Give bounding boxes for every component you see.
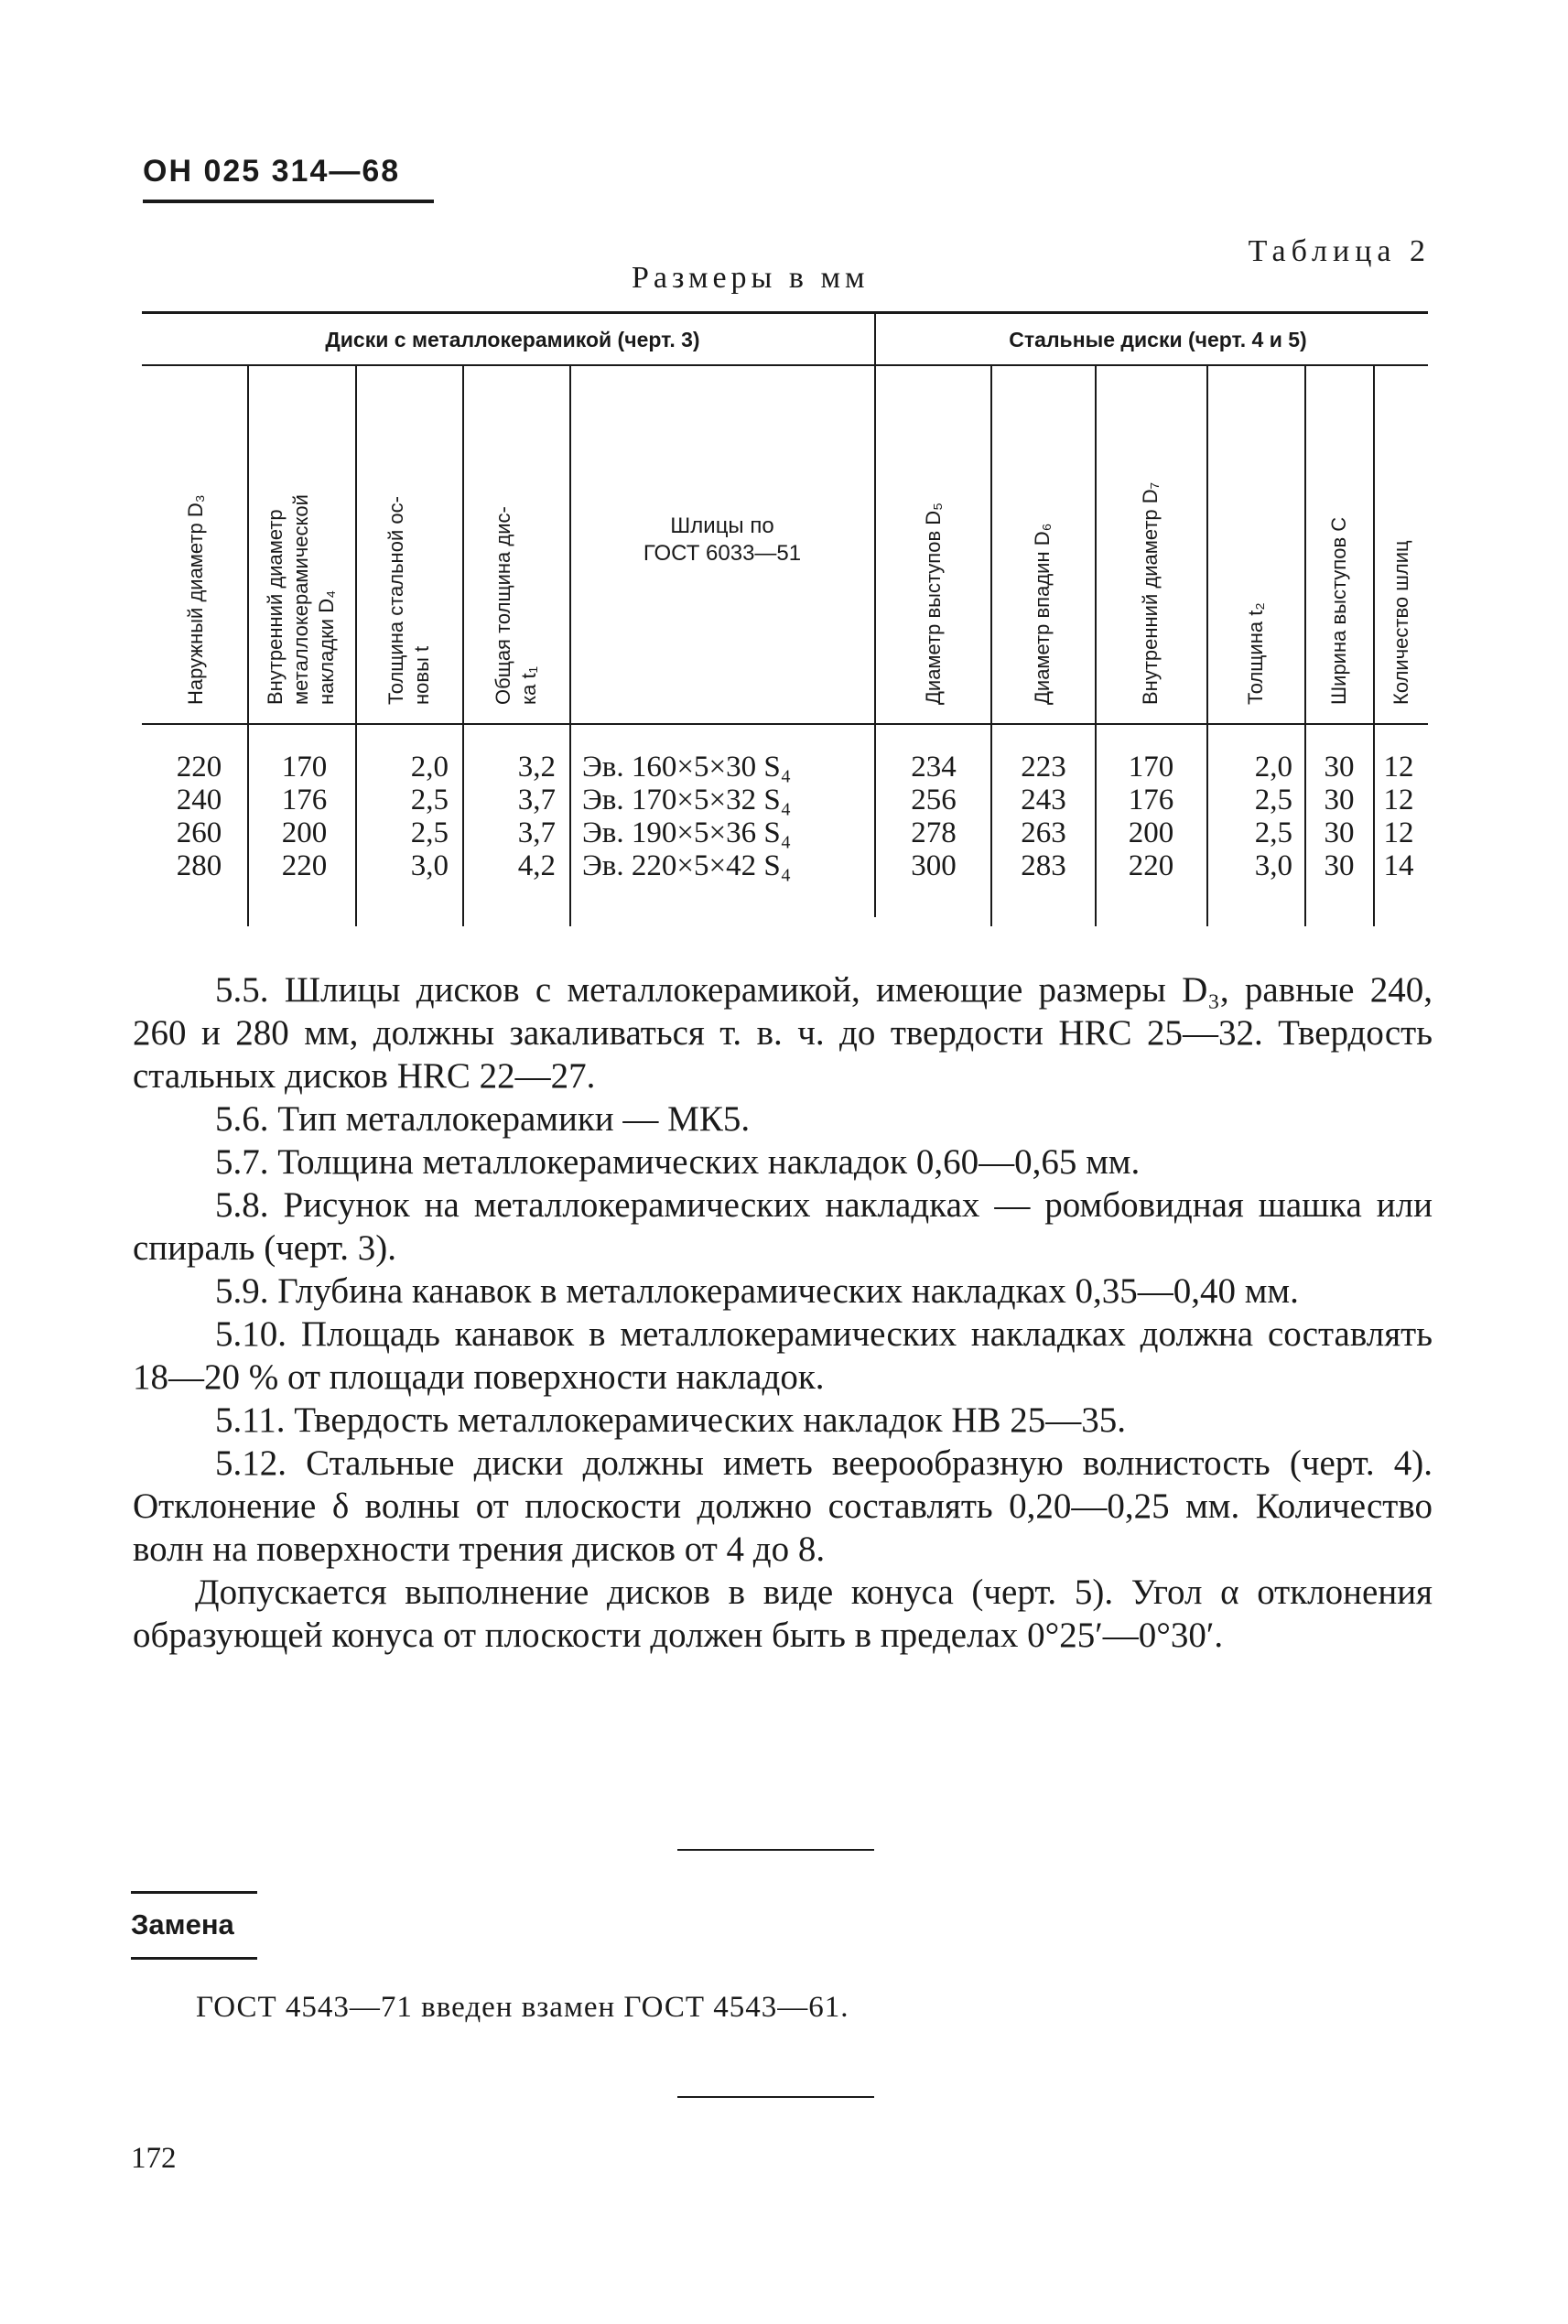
table-cell: 3,2 [517,751,556,784]
table-cell: Эв. 220×5×42 S₄ [582,849,792,882]
col-root-diameter [998,751,1089,882]
table-cell: 220 [176,751,222,784]
table-cell: 2,0 [410,751,449,784]
zamena-bottom-rule [131,1957,257,1960]
col-steel-thickness [1208,751,1292,882]
table-cell: 3,7 [517,816,556,849]
col-tooth-diameter [888,751,979,882]
col-header-outer-diameter: Наружный диаметр D₃ [184,494,207,705]
table-cell: 240 [176,784,222,816]
table-cell: 278 [911,816,957,849]
header-bottom-rule [142,723,1428,725]
table-cell: 280 [176,849,222,882]
table-cell: 220 [281,849,328,882]
table-cell: 200 [1128,816,1174,849]
paragraph-5-5: 5.5. Шлицы дисков с металлокерамикой, имеющие размеры D₃, равные 240, 260 и 280 мм, должны закаливаться т. в. ч. до твердости HRC 25—32. Твердость стальных дисков HRC 22—27. [133,970,1433,1096]
group-title-steel: Стальные диски (черт. 4 и 5) [1009,328,1307,351]
col-header-splines: Шлицы по ГОСТ 6033—51 [643,513,802,566]
table-cell: 256 [911,784,957,816]
col-header-tooth-width: Ширина выступов С [1326,516,1350,705]
table-cell: 260 [176,816,222,849]
table-cell: 200 [281,816,328,849]
paragraph-5-11: 5.11. Твердость металлокерамических накладок НВ 25—35. [215,1400,1126,1440]
table-cell: 12 [1383,816,1414,849]
table-cell: Эв. 160×5×30 S₄ [582,751,792,784]
table-cell: 30 [1324,816,1355,849]
footer-divider [677,2096,874,2098]
paragraph-5-8: 5.8. Рисунок на металлокерамических накладках — ромбовидная шашка или спираль (черт. 3). [133,1185,1433,1268]
table-cell: 12 [1383,751,1414,784]
units-caption: Размеры в мм [632,261,870,295]
paragraph-5-12: 5.12. Стальные диски должны иметь веерообразную волнистость (черт. 4). Отклонение δ волны от плоскости должно составлять 0,20—0,25 мм. Количество волн на поверхности трения дисков от 4 до 8. [133,1443,1433,1569]
table-cell: 30 [1324,849,1355,882]
table-cell: 176 [1128,784,1174,816]
table-cell: Эв. 170×5×32 S₄ [582,784,792,816]
col-base-thickness [357,751,449,882]
col-tooth-width [1307,751,1371,882]
table-cell: 170 [281,751,328,784]
table-top-rule [142,311,1428,314]
table-cell: 12 [1383,784,1414,816]
col-spline-count [1375,751,1422,882]
table-label: Таблица 2 [1248,234,1431,268]
table-cell: 300 [911,849,957,882]
col-divider-4 [569,366,571,926]
col-steel-inner-diameter [1103,751,1199,882]
table-cell: 30 [1324,784,1355,816]
paragraph-5-9: 5.9. Глубина канавок в металлокерамических накладках 0,35—0,40 мм. [215,1271,1299,1311]
table-cell: 176 [281,784,328,816]
paragraph-5-10: 5.10. Площадь канавок в металлокерамических накладках должна составлять 18—20 % от площади поверхности накладок. [133,1314,1433,1397]
col-splines [582,751,871,882]
table-cell: 223 [1021,751,1066,784]
body-text [133,968,1433,1657]
table-cell: 2,5 [1254,816,1292,849]
gost-replacement-note: ГОСТ 4543—71 введен взамен ГОСТ 4543—61. [196,1991,849,2024]
header-rule [143,200,434,203]
paragraph-cone: Допускается выполнение дисков в виде конуса (черт. 5). Угол α отклонения образующей конуса от плоскости должен быть в пределах 0°25′—0°30′. [133,1573,1433,1655]
table-cell: 170 [1128,751,1174,784]
group-title-cermet: Диски с металлокерамикой (черт. 3) [325,328,700,351]
col-header-steel-inner-diameter: Внутренний диаметр D₇ [1139,481,1162,705]
table-cell: 14 [1383,849,1414,882]
table-cell: 2,0 [1254,751,1292,784]
col-total-thickness [464,751,556,882]
table-cell: 3,7 [517,784,556,816]
col-header-spline-count: Количество шлиц [1390,540,1412,705]
table-cell: Эв. 190×5×36 S₄ [582,816,792,849]
col-header-base-thickness: Толщина стальной ос- новы t [384,496,433,705]
table-cell: 220 [1128,849,1174,882]
group-rule [142,364,1428,366]
section-divider [677,1849,874,1851]
table-cell: 234 [911,751,957,784]
table-cell: 3,0 [410,849,449,882]
zamena-top-rule [131,1891,257,1894]
table-cell: 283 [1021,849,1066,882]
paragraph-5-7: 5.7. Толщина металлокерамических накладок 0,60—0,65 мм. [215,1142,1141,1182]
document-code: ОН 025 314—68 [143,154,401,189]
col-inner-diameter [261,751,348,882]
table-cell: 263 [1021,816,1066,849]
table-cell: 2,5 [410,784,449,816]
table-cell: 2,5 [410,816,449,849]
col-outer-diameter [156,751,243,882]
table-cell: 2,5 [1254,784,1292,816]
table-cell: 243 [1021,784,1066,816]
col-header-root-diameter: Диаметр впадин D₆ [1031,523,1054,705]
table-cell: 3,0 [1254,849,1292,882]
col-header-total-thickness: Общая толщина дис- ка t₁ [491,506,540,705]
zamena-title: Замена [131,1908,234,1940]
table-cell: 4,2 [517,849,556,882]
table-cell: 30 [1324,751,1355,784]
paragraph-5-6: 5.6. Тип металлокерамики — МК5. [215,1099,751,1139]
col-header-tooth-diameter: Диаметр выступов D₅ [922,503,945,705]
page-number: 172 [131,2142,177,2175]
group-divider [874,313,876,917]
col-header-inner-diameter: Внутренний диаметр металлокерамической накладки D₄ [264,494,338,705]
col-header-steel-thickness: Толщина t₂ [1243,602,1267,705]
